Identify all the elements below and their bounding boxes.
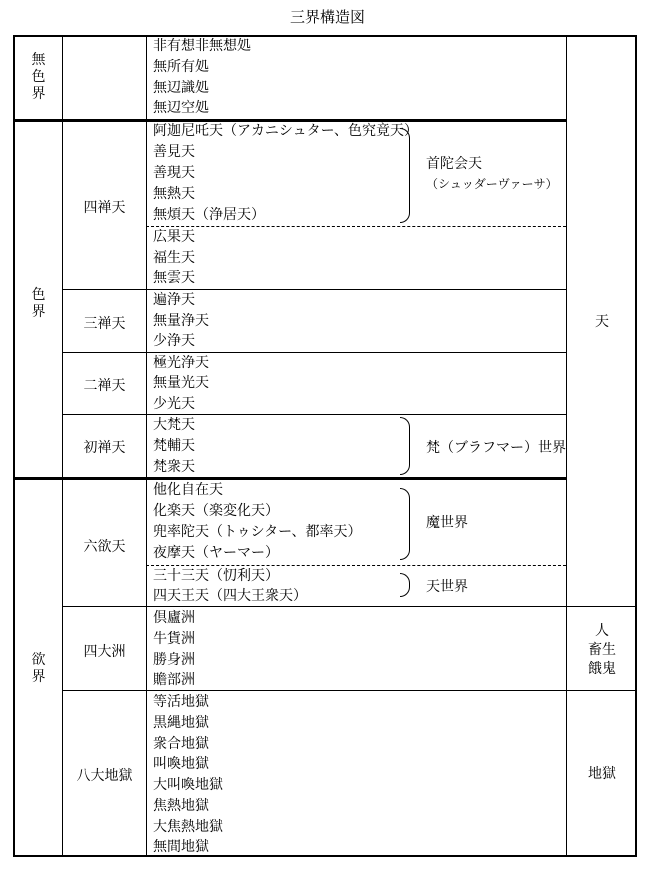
list-item: 極光浄天 — [153, 355, 209, 371]
list-item: 善現天 — [153, 165, 195, 181]
list-item: 無熱天 — [153, 186, 195, 202]
note-shuddhavasa: 首陀会天 — [426, 156, 482, 172]
list-item: 大梵天 — [153, 417, 195, 433]
list-item: 少浄天 — [153, 333, 195, 349]
section-form: 色 界 — [31, 287, 46, 320]
list-item: 等活地獄 — [153, 694, 209, 710]
list-item: 兜率陀天（トゥシター、都率天） — [153, 524, 362, 540]
realm-hell: 地獄 — [588, 766, 616, 782]
list-item: 無所有処 — [153, 59, 209, 75]
sub-fourth-dhyana: 四禅天 — [83, 200, 126, 216]
note-reading-text: （シュッダーヴァーサ） — [426, 177, 558, 191]
list-item: 無煩天（浄居天） — [153, 207, 265, 223]
sub-six-desire-heavens: 六欲天 — [83, 539, 126, 555]
note-mara-world: 魔世界 — [426, 515, 468, 531]
list-item: 夜摩天（ヤーマー） — [153, 545, 279, 561]
list-item: 焦熱地獄 — [153, 798, 209, 814]
list-item: 少光天 — [153, 396, 195, 412]
realm-hungry-ghost: 餓鬼 — [588, 661, 616, 677]
list-item: 倶廬洲 — [153, 610, 195, 626]
row-divider — [62, 414, 566, 415]
sub-second-dhyana: 二禅天 — [83, 378, 126, 394]
page-title: 三界構造図 — [289, 8, 365, 26]
list-item: 善見天 — [153, 144, 195, 160]
sub-eight-great-hells: 八大地獄 — [76, 768, 133, 784]
list-item: 大焦熱地獄 — [153, 819, 223, 835]
list-item: 衆合地獄 — [153, 736, 209, 752]
list-item: 梵衆天 — [153, 459, 195, 475]
list-item: 勝身洲 — [153, 652, 195, 668]
note-brahma-world: 梵（ブラフマー）世界 — [426, 440, 566, 456]
list-item: 四天王天（四大王衆天） — [153, 588, 307, 604]
list-item: 梵輔天 — [153, 438, 195, 454]
list-item: 福生天 — [153, 250, 195, 266]
list-item: 無量光天 — [153, 375, 209, 391]
brace-brahma-world — [400, 417, 410, 475]
list-item: 無量浄天 — [153, 313, 209, 329]
row-divider — [62, 352, 566, 353]
sub-four-continents: 四大洲 — [83, 644, 126, 660]
list-item: 非有想非無想処 — [153, 38, 251, 54]
list-item: 無間地獄 — [153, 839, 209, 855]
list-item: 遍浄天 — [153, 292, 195, 308]
dashed-divider — [146, 226, 566, 227]
realm-heaven: 天 — [595, 314, 609, 330]
list-item: 無雲天 — [153, 270, 195, 286]
list-item: 大叫喚地獄 — [153, 777, 223, 793]
sub-first-dhyana: 初禅天 — [83, 440, 126, 456]
list-item: 三十三天（忉利天） — [153, 568, 279, 584]
list-item: 黒縄地獄 — [153, 715, 209, 731]
realm-human: 人 — [595, 623, 609, 639]
brace-pure-abodes — [400, 128, 410, 223]
list-item: 無辺識処 — [153, 80, 209, 96]
list-item: 他化自在天 — [153, 482, 223, 498]
row-divider — [62, 606, 637, 607]
note-shuddhavasa-reading — [426, 175, 558, 192]
list-item: 贍部洲 — [153, 672, 195, 688]
list-item: 牛貨洲 — [153, 631, 195, 647]
list-item: 叫喚地獄 — [153, 756, 209, 772]
section-divider — [13, 477, 566, 480]
row-divider — [62, 690, 637, 691]
note-deva-world: 天世界 — [426, 579, 468, 595]
column-divider — [146, 36, 147, 856]
list-item: 阿迦尼吒天（アカニシュター、色究竟天） — [153, 123, 419, 139]
list-item: 広果天 — [153, 229, 195, 245]
list-item: 無辺空処 — [153, 100, 209, 116]
realm-animal: 畜生 — [588, 642, 616, 658]
column-divider — [566, 36, 567, 856]
section-desire: 欲 界 — [31, 652, 46, 685]
list-item: 化楽天（楽変化天） — [153, 503, 279, 519]
brace-mara-world — [400, 488, 410, 560]
section-formless: 無 色 界 — [31, 52, 46, 102]
sub-third-dhyana: 三禅天 — [83, 316, 126, 332]
row-divider — [62, 289, 566, 290]
